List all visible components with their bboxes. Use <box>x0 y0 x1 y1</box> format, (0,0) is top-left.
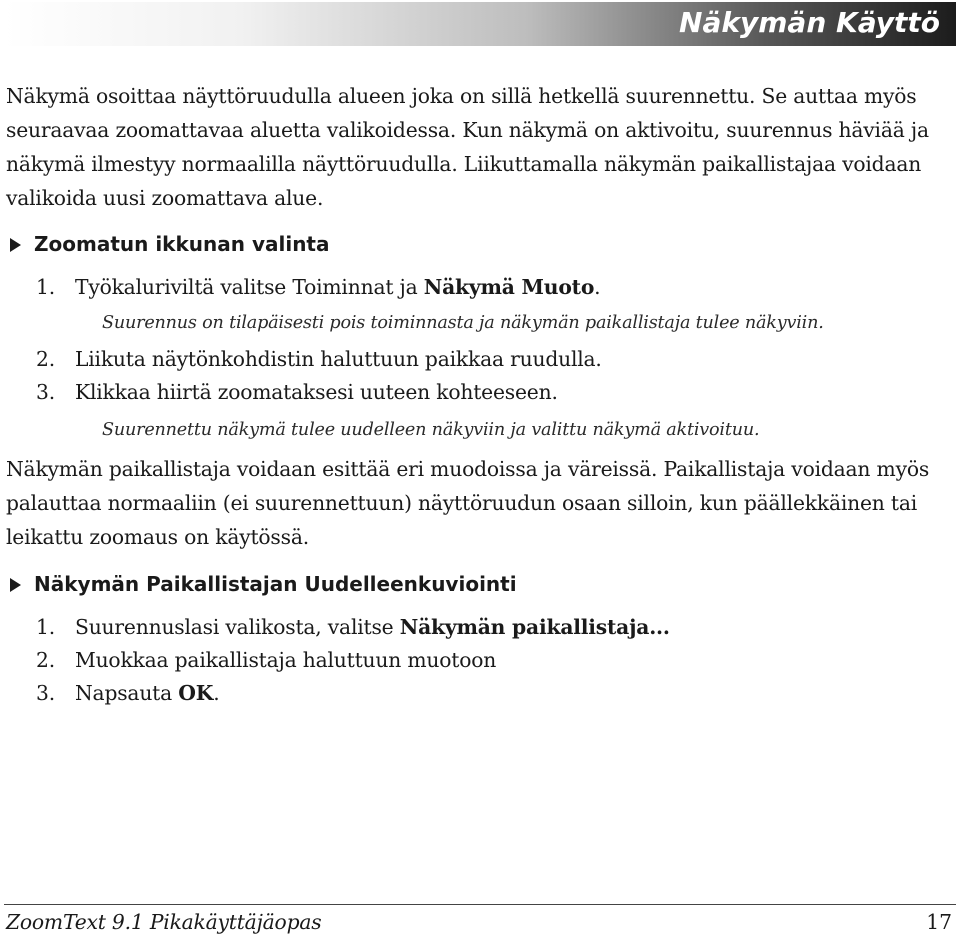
step-text: Liikuta näytönkohdistin haluttuun paikkaa ruudulla. <box>75 347 602 371</box>
page-title: Näkymän Käyttö <box>679 6 940 39</box>
step-1-note: Suurennus on tilapäisesti pois toiminnasta ja näkymän paikallistaja tulee näkyviin. <box>102 313 824 333</box>
triangle-bullet-icon <box>10 578 21 592</box>
step-1-open-locator-menu <box>36 615 670 639</box>
menu-item-reference: Näkymä Muoto <box>423 275 595 299</box>
step-2-move-pointer <box>36 347 602 371</box>
step-text: Suurennuslasi valikosta, valitse <box>75 615 400 639</box>
step-number: 1. <box>36 275 55 299</box>
section-heading-zoom-window <box>6 232 330 256</box>
step-number: 2. <box>36 648 55 672</box>
ok-button-reference: OK <box>178 681 214 705</box>
section-heading-locator-reshape <box>6 572 517 596</box>
step-text-tail: . <box>594 275 601 299</box>
step-number: 1. <box>36 615 55 639</box>
page-header-bar <box>4 2 956 46</box>
step-3-click-mouse <box>36 380 558 404</box>
locator-paragraph: Näkymän paikallistaja voidaan esittää eri muodoissa ja väreissä. Paikallistaja voidaan myös palauttaa normaaliin (ei suurennettuun) näyttöruudun osaan silloin, kun päällekkäinen tai leikattu zoomaus on käytössä. <box>6 457 930 549</box>
step-text: Klikkaa hiirtä zoomataksesi uuteen kohteeseen. <box>75 380 558 404</box>
step-number: 3. <box>36 380 55 404</box>
section-heading-label: Näkymän Paikallistajan Uudelleenkuviointi <box>34 572 517 596</box>
step-number: 2. <box>36 347 55 371</box>
footer-divider <box>4 904 956 905</box>
menu-item-reference: Näkymän paikallistaja... <box>399 615 670 639</box>
step-2-edit-locator <box>36 648 496 672</box>
section-heading-label: Zoomatun ikkunan valinta <box>34 232 330 256</box>
step-text-tail: . <box>213 681 220 705</box>
intro-paragraph: Näkymä osoittaa näyttöruudulla alueen joka on sillä hetkellä suurennettu. Se auttaa myös seuraavaa zoomattavaa aluetta valikoidessa. Kun näkymä on aktivoitu, suurennus häviää ja näkymä ilmestyy normaalilla näyttöruudulla. Liikuttamalla näkymän paikallistajaa voidaan valikoida uusi zoomattava alue. <box>6 84 929 210</box>
step-text: Työkaluriviltä valitse Toiminnat ja <box>75 275 424 299</box>
step-3-note: Suurennettu näkymä tulee uudelleen näkyviin ja valittu näkymä aktivoituu. <box>102 420 760 440</box>
footer-page-number: 17 <box>926 910 952 934</box>
step-number: 3. <box>36 681 55 705</box>
footer-book-title: ZoomText 9.1 Pikakäyttäjäopas <box>6 910 322 934</box>
step-text: Muokkaa paikallistaja haluttuun muotoon <box>75 648 497 672</box>
step-1-select-view-type <box>36 275 600 299</box>
step-3-click-ok <box>36 681 219 705</box>
triangle-bullet-icon <box>10 238 21 252</box>
step-text: Napsauta <box>75 681 179 705</box>
